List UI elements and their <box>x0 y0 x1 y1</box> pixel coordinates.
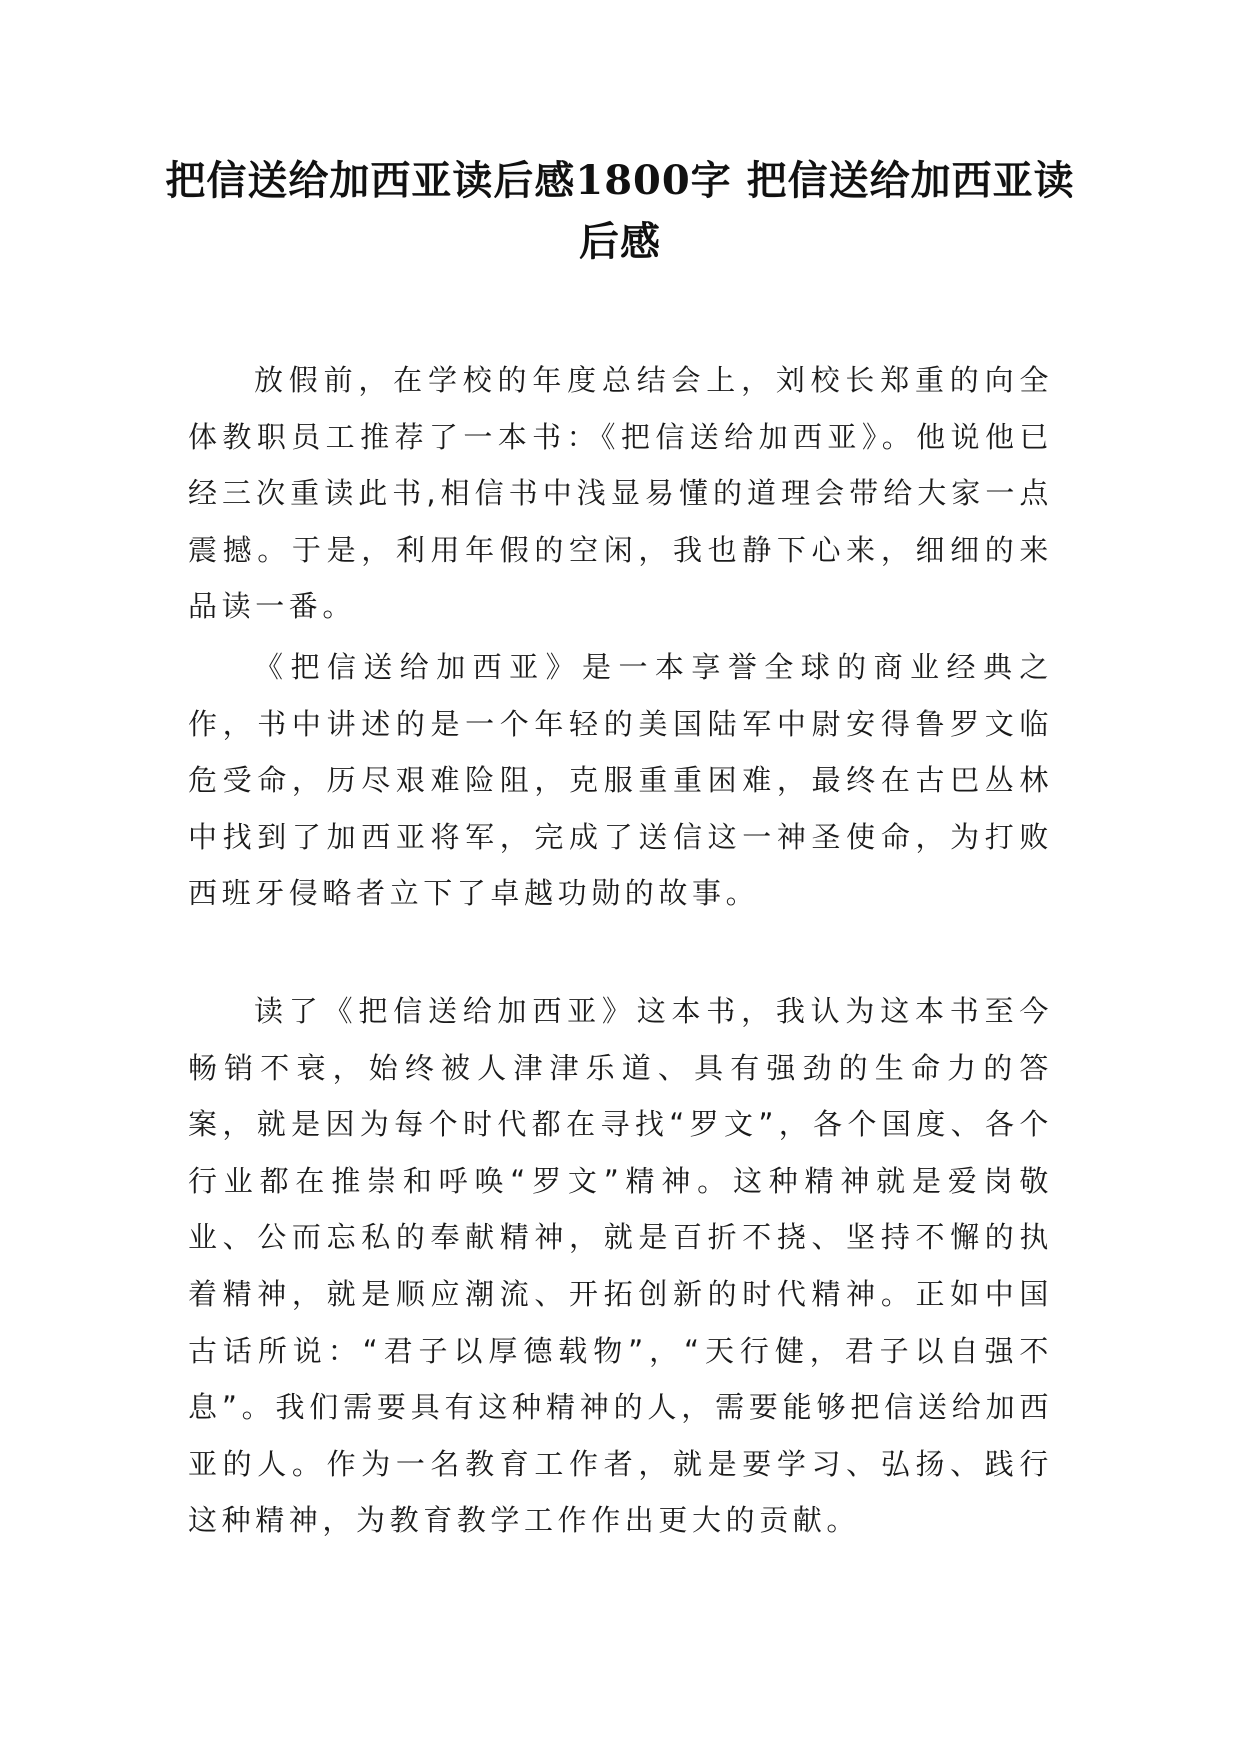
document-title: 把信送给加西亚读后感1800字 把信送给加西亚读后感 <box>165 157 1075 265</box>
paragraph-1: 放假前，在学校的年度总结会上，刘校长郑重的向全体教职员工推荐了一本书：《把信送给加西亚》。他说他已经三次重读此书,相信书中浅显易懂的道理会带给大家一点震撼。于是，利用年假的空闲，我也静下心来，细细的来品读一番。 <box>188 363 1053 624</box>
paragraph-2: 《把信送给加西亚》是一本享誉全球的商业经典之作，书中讲述的是一个年轻的美国陆军中尉安得鲁罗文临危受命，历尽艰难险阻，克服重重困难，最终在古巴丛林中找到了加西亚将军，完成了送信这一神圣使命，为打败西班牙侵略者立下了卓越功勋的故事。 <box>188 650 1053 911</box>
paragraph-3: 读了《把信送给加西亚》这本书，我认为这本书至今畅销不衰，始终被人津津乐道、具有强劲的生命力的答案，就是因为每个时代都在寻找“罗文”，各个国度、各个行业都在推崇和呼唤“罗文”精神。这种精神就是爱岗敬业、公而忘私的奉献精神，就是百折不挠、坚持不懈的执着精神，就是顺应潮流、开拓创新的时代精神。正如中国古话所说：“君子以厚德载物”，“天行健，君子以自强不息”。我们需要具有这种精神的人，需要能够把信送给加西亚的人。作为一名教育工作者，就是要学习、弘扬、践行这种精神，为教育教学工作作出更大的贡献。 <box>188 994 1053 1538</box>
